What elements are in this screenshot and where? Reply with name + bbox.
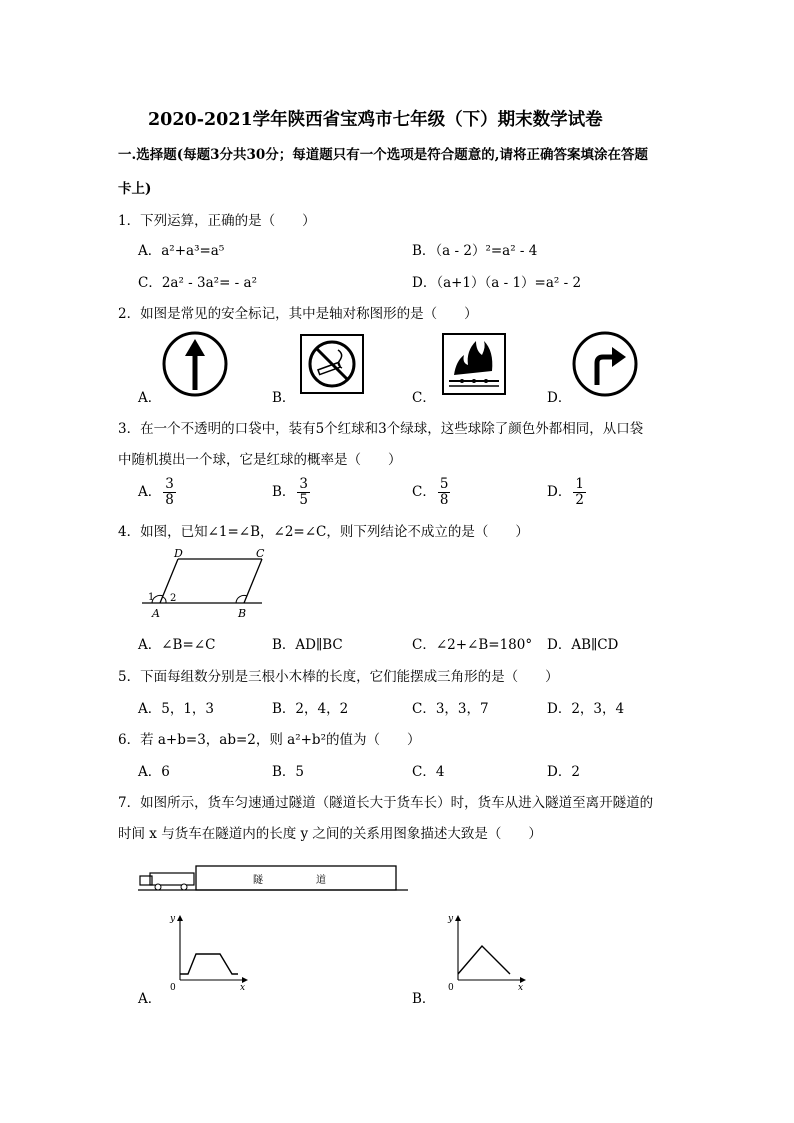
q5-option-c: C．3，3，7: [412, 701, 489, 717]
q4-option-a: A．∠B=∠C: [138, 637, 216, 653]
q5-option-a: A．5，1，3: [138, 701, 215, 717]
point-label-d: D: [174, 548, 183, 560]
q3-option-b: B． $\frac{3}{5}$: [272, 476, 309, 508]
point-label-c: C: [256, 548, 265, 560]
q5-option-d: D．2，3，4: [547, 701, 625, 717]
q2-option-b: B．: [272, 390, 296, 406]
q7-stem-line2: 时间 x 与货车在隧道内的长度 y 之间的关系用图象描述大致是（ ）: [118, 826, 542, 842]
q3-option-c: C． $\frac{5}{8}$: [412, 476, 449, 508]
graph-a-origin: 0: [170, 983, 176, 990]
q3-option-a: A． $\frac{3}{8}$: [138, 476, 174, 508]
q2-option-c: C．: [412, 390, 436, 406]
point-label-a: A: [152, 607, 160, 620]
q3-stem-line2: 中随机摸出一个球，它是红球的概率是（ ）: [118, 452, 402, 468]
angle-label-1: 1: [148, 592, 155, 603]
parallelogram-figure: [140, 548, 280, 623]
no-smoking-sign-icon: [298, 332, 366, 396]
turn-right-sign-icon: [570, 331, 640, 397]
q5-stem: 5．下面每组数分别是三根小木棒的长度，它们能摆成三角形的是（ ）: [118, 669, 559, 685]
truck-tunnel-figure: [138, 858, 410, 898]
q4-option-b: B．AD∥BC: [272, 637, 343, 653]
q1-option-d: D．（a+1）（a - 1）=a² - 2: [412, 275, 582, 291]
q5-option-b: B．2，4，2: [272, 701, 349, 717]
q6-option-a: A．6: [138, 764, 170, 780]
q7-graph-a: [160, 912, 250, 990]
graph-b-x-label: x: [518, 983, 524, 990]
q7-option-b: B．: [412, 991, 436, 1007]
q2-stem: 2．如图是常见的安全标记，其中是轴对称图形的是（ ）: [118, 306, 478, 322]
q6-option-c: C．4: [412, 764, 445, 780]
q3-stem-line1: 3．在一个不透明的口袋中，装有5个红球和3个绿球，这些球除了颜色外都相同，从口袋: [118, 421, 644, 437]
q1-option-a: A．a²+a³=a⁵: [138, 243, 225, 259]
point-label-b: B: [238, 607, 247, 620]
q3-option-d: D． $\frac{1}{2}$: [547, 476, 584, 508]
fire-hazard-sign-icon: [440, 331, 508, 397]
q1-option-c: C．2a² - 3a²= - a²: [138, 275, 257, 291]
q6-option-d: D．2: [547, 764, 580, 780]
tunnel-label-1: 隧: [253, 875, 263, 886]
graph-b-y-label: y: [448, 914, 454, 924]
q4-stem: 4．如图，已知∠1=∠B，∠2=∠C，则下列结论不成立的是（ ）: [118, 524, 529, 540]
graph-a-y-label: y: [170, 914, 176, 924]
graph-b-origin: 0: [448, 983, 454, 990]
section-header-line2: 卡上): [118, 181, 152, 197]
q2-option-d: D．: [547, 390, 572, 406]
q1-option-b: B．（a - 2）²=a² - 4: [412, 243, 538, 259]
q2-option-a: A．: [138, 390, 162, 406]
graph-a-x-label: x: [240, 983, 246, 990]
q7-option-a: A．: [138, 991, 162, 1007]
q4-option-c: C．∠2+∠B=180°: [412, 637, 533, 653]
angle-label-2: 2: [170, 593, 177, 604]
tunnel-label-2: 道: [316, 875, 326, 886]
q7-graph-b: [440, 912, 530, 990]
up-arrow-sign-icon: [160, 330, 230, 400]
section-header-line1: 一.选择题(每题3分共30分；每道题只有一个选项是符合题意的,请将正确答案填涂在答题: [118, 147, 648, 163]
q6-stem: 6．若 a+b=3，ab=2，则 a²+b²的值为（ ）: [118, 732, 421, 748]
q1-stem: 1．下列运算，正确的是（ ）: [118, 213, 316, 229]
q6-option-b: B．5: [272, 764, 305, 780]
page-title: 2020-2021学年陕西省宝鸡市七年级（下）期末数学试卷: [148, 110, 603, 130]
q4-option-d: D．AB∥CD: [547, 637, 619, 653]
q7-stem-line1: 7．如图所示，货车匀速通过隧道（隧道长大于货车长）时，货车从进入隧道至离开隧道的: [118, 795, 654, 811]
